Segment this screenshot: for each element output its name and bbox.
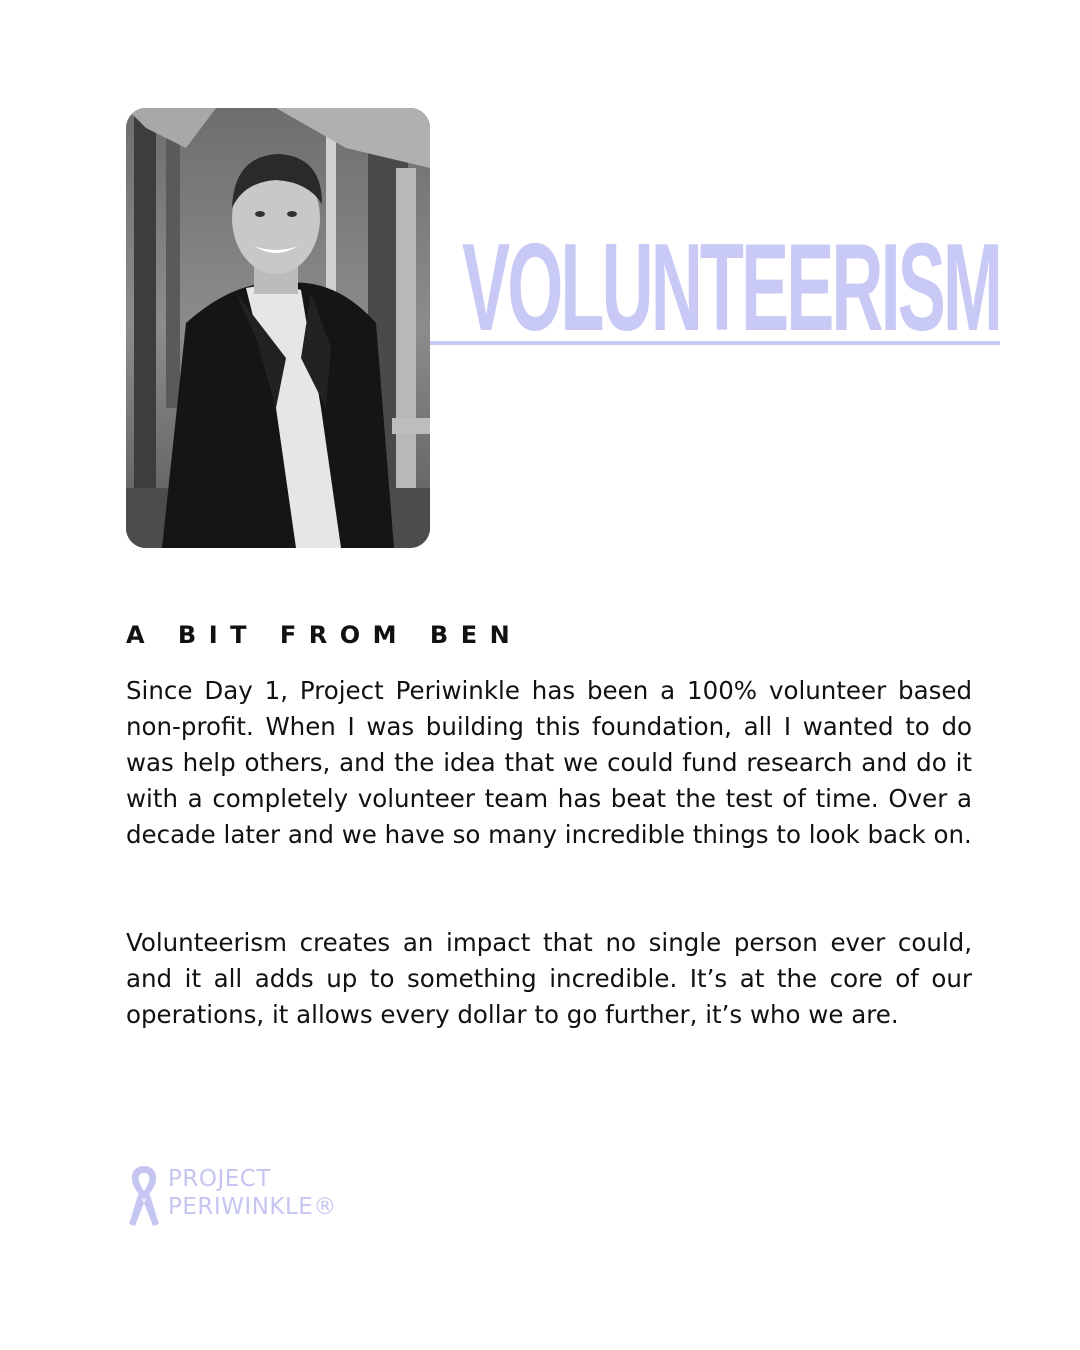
brand-logo xyxy=(126,1162,366,1228)
portrait-photo xyxy=(126,108,430,548)
body-paragraph-2: Volunteerism creates an impact that no single person ever could, and it all adds up to something incredible. It’s at the core of our operations, it allows every dollar to go further, it’s who we are. xyxy=(126,928,972,1029)
portrait-photo-icon xyxy=(126,108,430,548)
body-paragraph-1: Since Day 1, Project Periwinkle has been a 100% volunteer based non-profit. When I was building this foundation, all I wanted to do was help others, and the idea that we could fund research and do it with a completely volunteer team has beat the test of time. Over a decade later and we have so many incredible things to look back on. xyxy=(126,676,972,849)
section-kicker: A BIT FROM BEN xyxy=(126,621,523,649)
ribbon-icon xyxy=(126,1162,162,1228)
logo-line-1: PROJECT xyxy=(168,1166,271,1192)
logo-line-2: PERIWINKLE® xyxy=(168,1194,337,1220)
page-title: VOLUNTEERISM xyxy=(462,219,1001,357)
